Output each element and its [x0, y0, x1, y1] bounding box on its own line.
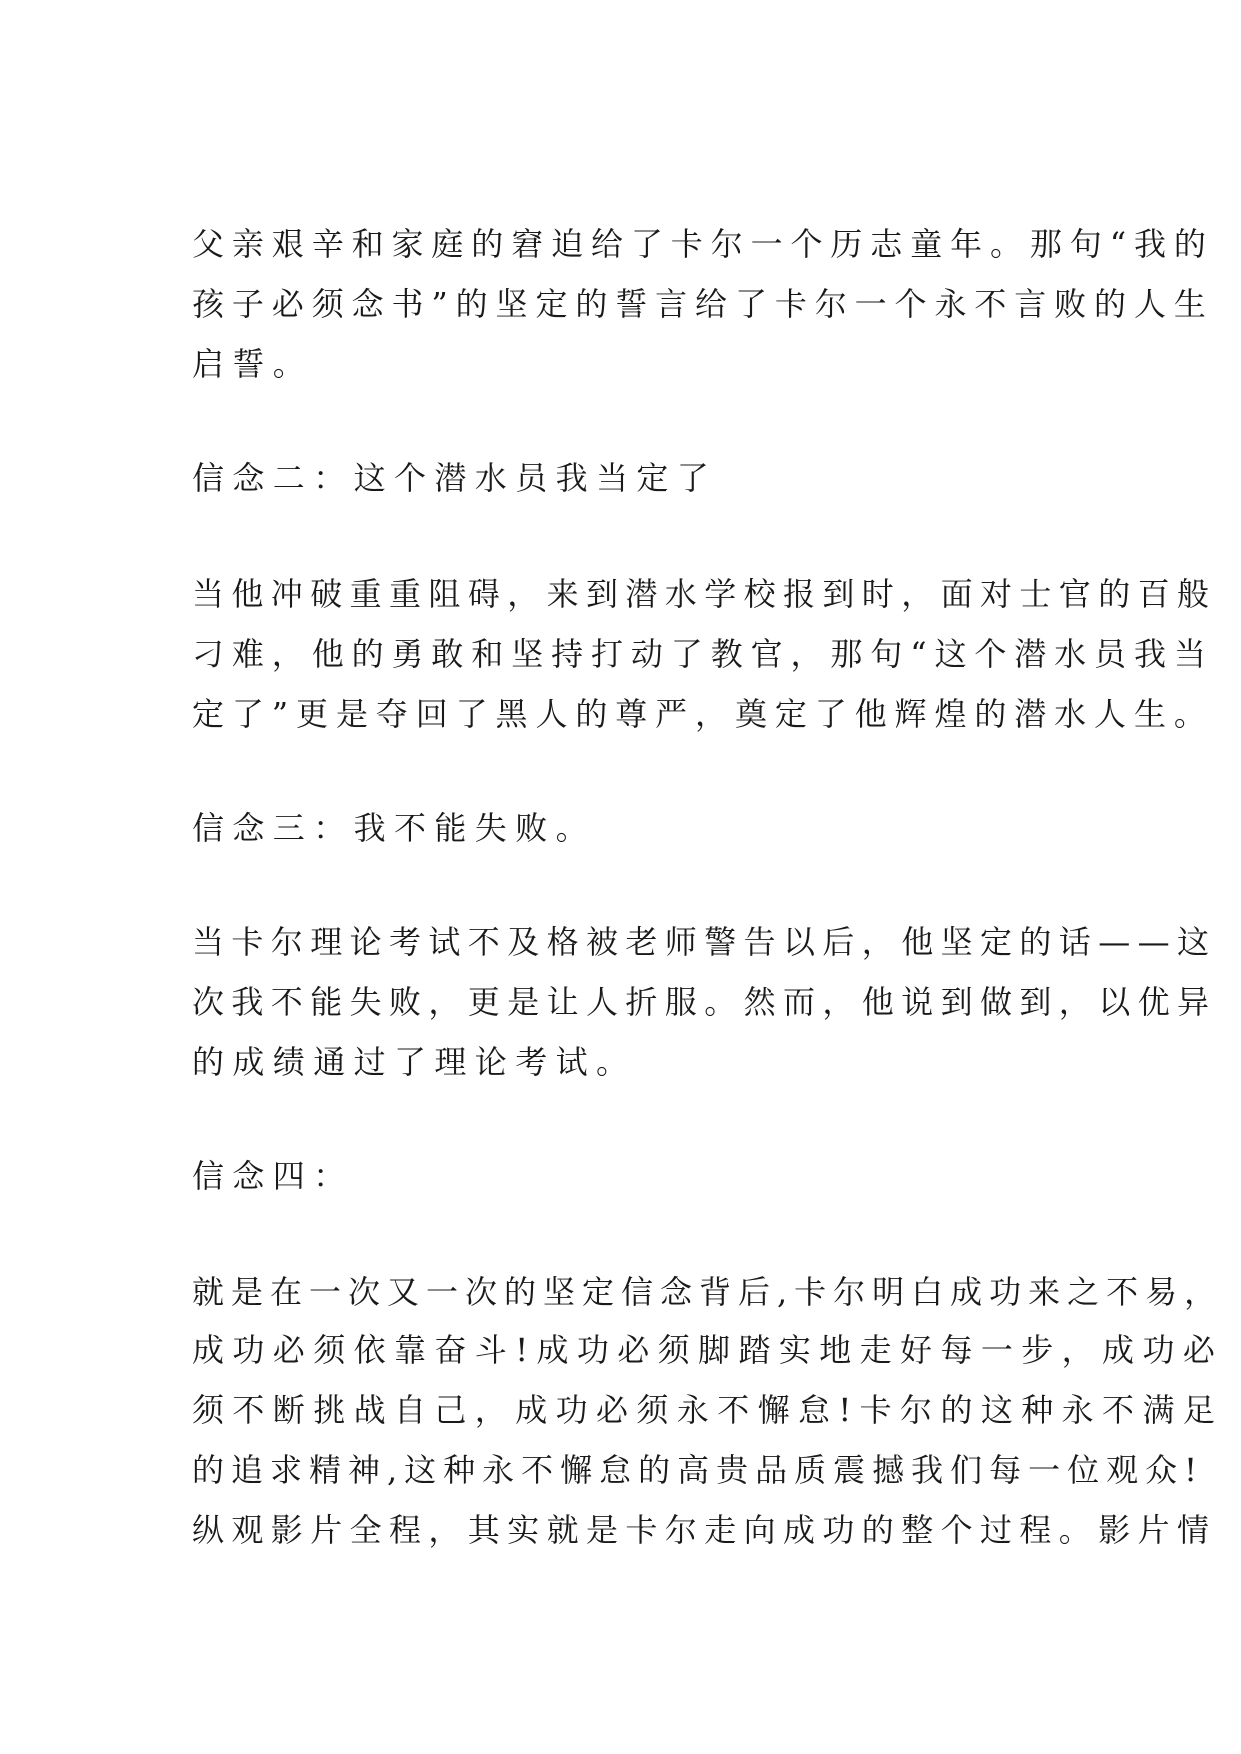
- paragraph-1-line-2: 孩子必须念书”的坚定的誓言给了卡尔一个永不言败的人生: [192, 285, 1214, 323]
- paragraph-1-line-1: 父亲艰辛和家庭的窘迫给了卡尔一个历志童年。那句“我的: [192, 225, 1214, 263]
- paragraph-4-line-5: 纵观影片全程，其实就是卡尔走向成功的整个过程。影片情: [192, 1511, 1217, 1549]
- heading-belief-2: 信念二：这个潜水员我当定了: [192, 459, 718, 497]
- paragraph-2-line-2: 刁难，他的勇敢和坚持打动了教官，那句“这个潜水员我当: [192, 635, 1214, 673]
- paragraph-4-line-2: 成功必须依靠奋斗!成功必须脚踏实地走好每一步，成功必: [192, 1331, 1224, 1369]
- paragraph-3-line-3: 的成绩通过了理论考试。: [192, 1043, 637, 1081]
- paragraph-3-line-2: 次我不能失败，更是让人折服。然而，他说到做到，以优异: [192, 983, 1217, 1021]
- paragraph-4-line-1: 就是在一次又一次的坚定信念背后,卡尔明白成功来之不易，: [192, 1273, 1224, 1311]
- paragraph-2-line-1: 当他冲破重重阻碍，来到潜水学校报到时，面对士官的百般: [192, 575, 1217, 613]
- heading-belief-4: 信念四：: [192, 1157, 354, 1195]
- paragraph-2-line-3: 定了”更是夺回了黑人的尊严，奠定了他辉煌的潜水人生。: [192, 695, 1214, 733]
- heading-belief-3: 信念三：我不能失败。: [192, 809, 597, 847]
- paragraph-4-line-4: 的追求精神,这种永不懈怠的高贵品质震撼我们每一位观众!: [192, 1451, 1205, 1489]
- paragraph-3-line-1: 当卡尔理论考试不及格被老师警告以后，他坚定的话——这: [192, 923, 1217, 961]
- paragraph-1-line-3: 启誓。: [192, 345, 314, 383]
- paragraph-4-line-3: 须不断挑战自己，成功必须永不懈怠!卡尔的这种永不满足: [192, 1391, 1224, 1429]
